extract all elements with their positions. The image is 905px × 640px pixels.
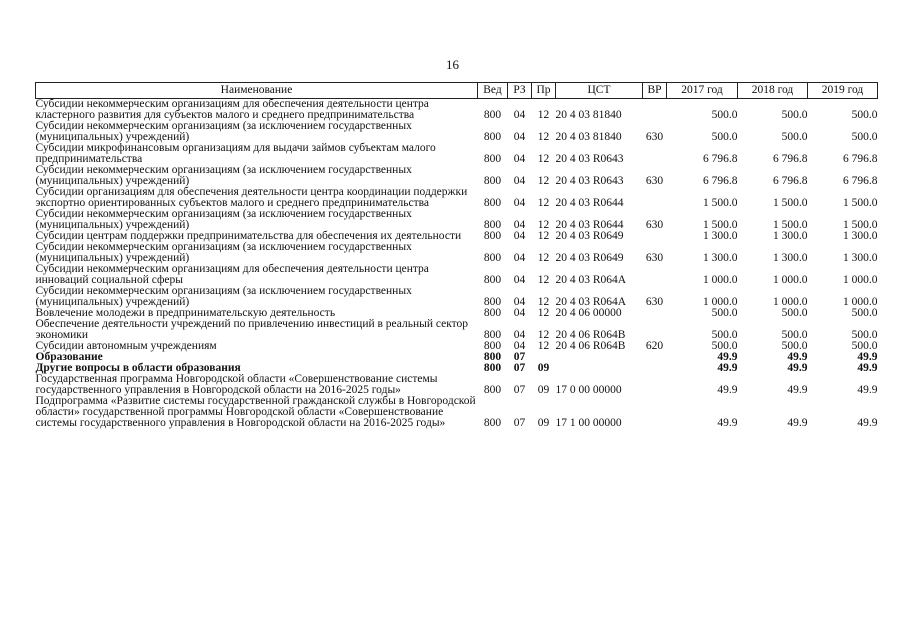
row-vr (643, 99, 667, 122)
row-ved: 800 (483, 109, 502, 121)
row-cst: 20 4 03 R0649 (555, 230, 624, 242)
row-pr: 12 (537, 329, 550, 341)
row-value-2017: 1 500.0 (703, 219, 738, 231)
row-value-2019: 49.9 (857, 384, 878, 396)
row-value-2017: 500.0 (711, 340, 738, 352)
row-rz: 04 (513, 153, 526, 165)
row-ved: 800 (483, 274, 502, 286)
row-cst: 20 4 03 81840 (555, 109, 622, 121)
row-value-2019: 1 000.0 (843, 274, 878, 286)
row-cst: 17 0 00 00000 (555, 384, 622, 396)
row-value-2017: 500.0 (711, 109, 738, 121)
row-cst (556, 352, 643, 363)
row-value-2018: 1 300.0 (773, 230, 808, 242)
row-cst: 20 4 03 81840 (555, 131, 622, 143)
row-name: Вовлечение молодежи в предпринимательскую деятельность (35, 307, 336, 319)
row-value-2019: 1 300.0 (843, 230, 878, 242)
row-value-2018: 500.0 (781, 109, 808, 121)
row-value-2018: 500.0 (781, 307, 808, 319)
row-ved: 800 (483, 384, 502, 396)
row-ved: 800 (483, 175, 502, 187)
row-ved: 800 (483, 329, 502, 341)
row-pr: 09 (537, 384, 550, 396)
row-value-2018: 1 500.0 (773, 219, 808, 231)
row-rz: 07 (513, 384, 526, 396)
row-value-2017: 500.0 (711, 329, 738, 341)
row-pr: 12 (537, 175, 550, 187)
row-name: Образование (35, 351, 103, 363)
row-ved: 800 (483, 417, 502, 429)
col-header-ved: Вед (478, 83, 508, 99)
row-value-2017: 49.9 (717, 417, 738, 429)
table-row (36, 165, 878, 187)
row-value-2018: 49.9 (787, 417, 808, 429)
table-row (36, 209, 878, 231)
table-row (36, 319, 878, 341)
row-name: Субсидии некоммерческим организациям для обеспечения деятельности центра инноваций социальной сферы (35, 263, 429, 286)
row-pr: 09 (537, 417, 550, 429)
row-pr: 12 (537, 153, 550, 165)
row-rz: 07 (513, 351, 526, 363)
row-value-2018: 500.0 (781, 329, 808, 341)
row-rz: 04 (513, 296, 526, 308)
row-value-2017: 1 000.0 (703, 296, 738, 308)
row-pr: 12 (537, 307, 550, 319)
row-value-2018: 49.9 (787, 384, 808, 396)
row-cst: 20 4 06 00000 (555, 307, 622, 319)
row-cst: 17 1 00 00000 (555, 417, 622, 429)
row-cst: 20 4 03 R0649 (555, 252, 624, 264)
table-row (36, 242, 878, 264)
row-rz: 04 (513, 230, 526, 242)
row-ved: 800 (483, 296, 502, 308)
row-pr: 12 (537, 274, 550, 286)
row-rz: 04 (513, 252, 526, 264)
row-name: Обеспечение деятельности учреждений по привлечению инвестиций в реальный сектор экономики (35, 318, 469, 341)
row-value-2018: 500.0 (781, 340, 808, 352)
row-vr (643, 396, 667, 429)
col-header-2019: 2019 год (808, 83, 878, 99)
row-pr: 09 (537, 362, 550, 374)
row-name: Субсидии организациям для обеспечения деятельности центра координации поддержки экспортно ориентированных субъектов малого и среднего предпринимательства (35, 186, 468, 209)
col-header-vr: ВР (643, 83, 667, 99)
row-vr: 630 (645, 296, 664, 308)
table-row (36, 396, 878, 429)
table-row (36, 187, 878, 209)
col-header-2018: 2018 год (738, 83, 808, 99)
row-value-2019: 1 500.0 (843, 197, 878, 209)
row-value-2018: 49.9 (787, 362, 808, 374)
row-rz: 04 (513, 307, 526, 319)
table-row (36, 286, 878, 308)
row-value-2018: 6 796.8 (773, 153, 808, 165)
row-value-2017: 1 300.0 (703, 252, 738, 264)
row-value-2019: 1 000.0 (843, 296, 878, 308)
row-value-2019: 1 300.0 (843, 252, 878, 264)
row-value-2018: 49.9 (787, 351, 808, 363)
row-value-2017: 500.0 (711, 307, 738, 319)
row-ved: 800 (483, 307, 502, 319)
row-ved: 800 (483, 153, 502, 165)
col-header-cst: ЦСТ (556, 83, 643, 99)
row-name: Субсидии некоммерческим организациям для обеспечения деятельности центра кластерного развития для субъектов малого и среднего предпринимательства (35, 98, 429, 121)
row-value-2018: 1 500.0 (773, 197, 808, 209)
row-ved: 800 (483, 230, 502, 242)
row-value-2017: 6 796.8 (703, 175, 738, 187)
row-ved: 800 (483, 351, 502, 363)
table-row (36, 143, 878, 165)
row-ved: 800 (483, 219, 502, 231)
row-rz: 04 (513, 109, 526, 121)
row-pr: 12 (537, 252, 550, 264)
row-value-2019: 500.0 (851, 307, 878, 319)
row-value-2018: 6 796.8 (773, 175, 808, 187)
row-cst: 20 4 03 R0644 (555, 219, 624, 231)
col-header-name: Наименование (36, 83, 478, 99)
row-pr: 12 (537, 197, 550, 209)
row-value-2019: 49.9 (857, 351, 878, 363)
row-pr: 12 (537, 340, 550, 352)
table-header-row (36, 83, 878, 99)
row-ved: 800 (483, 131, 502, 143)
page-number: 16 (446, 57, 459, 72)
row-value-2019: 6 796.8 (843, 175, 878, 187)
row-value-2019: 49.9 (857, 417, 878, 429)
row-pr: 12 (537, 109, 550, 121)
row-vr: 630 (645, 131, 664, 143)
row-value-2019: 500.0 (851, 109, 878, 121)
row-name: Подпрограмма «Развитие системы государственной гражданской службы в Новгородской области» государственной программы Новгородской области «Совершенствование системы государственного управления в Новгородской области на 2016-2025 годы» (35, 395, 476, 429)
row-cst: 20 4 03 R064A (555, 296, 627, 308)
row-pr: 12 (537, 230, 550, 242)
row-rz: 07 (513, 417, 526, 429)
row-value-2017: 500.0 (711, 131, 738, 143)
row-vr: 620 (645, 340, 664, 352)
row-name: Субсидии некоммерческим организациям (за исключением государственных (муниципальных) учреждений) (35, 241, 412, 264)
row-value-2019: 49.9 (857, 362, 878, 374)
row-value-2018: 500.0 (781, 131, 808, 143)
row-value-2019: 1 500.0 (843, 219, 878, 231)
row-name: Субсидии микрофинансовым организациям для выдачи займов субъектам малого предпринимательства (35, 142, 436, 165)
row-value-2017: 49.9 (717, 384, 738, 396)
row-value-2019: 500.0 (851, 329, 878, 341)
row-value-2017: 1 300.0 (703, 230, 738, 242)
row-vr (643, 308, 667, 319)
row-vr: 630 (645, 252, 664, 264)
table-row (36, 264, 878, 286)
row-cst (556, 363, 643, 374)
row-name: Субсидии центрам поддержки предпринимательства для обеспечения их деятельности (35, 230, 462, 242)
row-value-2017: 1 000.0 (703, 274, 738, 286)
row-value-2019: 500.0 (851, 131, 878, 143)
row-name: Субсидии некоммерческим организациям (за исключением государственных (муниципальных) учреждений) (35, 208, 412, 231)
row-vr (643, 363, 667, 374)
row-rz: 04 (513, 340, 526, 352)
row-rz: 04 (513, 175, 526, 187)
col-header-rz: РЗ (508, 83, 532, 99)
row-name: Государственная программа Новгородской области «Совершенствование системы государственного управления в Новгородской области на 2016-2025 годы» (35, 373, 438, 396)
row-pr: 12 (537, 131, 550, 143)
row-cst: 20 4 03 R0643 (555, 175, 624, 187)
row-value-2019: 500.0 (851, 340, 878, 352)
row-value-2017: 6 796.8 (703, 153, 738, 165)
row-value-2018: 1 300.0 (773, 252, 808, 264)
col-header-pr: Пр (532, 83, 556, 99)
row-value-2018: 1 000.0 (773, 296, 808, 308)
row-value-2017: 49.9 (717, 351, 738, 363)
row-rz: 07 (513, 362, 526, 374)
row-name: Субсидии некоммерческим организациям (за исключением государственных (муниципальных) учреждений) (35, 164, 412, 187)
row-ved: 800 (483, 362, 502, 374)
col-header-2017: 2017 год (667, 83, 738, 99)
row-cst: 20 4 03 R0643 (555, 153, 624, 165)
row-cst: 20 4 06 R064B (555, 340, 626, 352)
table-row (36, 99, 878, 122)
row-value-2018: 1 000.0 (773, 274, 808, 286)
row-vr: 630 (645, 219, 664, 231)
row-name: Другие вопросы в области образования (35, 362, 241, 374)
row-vr (643, 187, 667, 209)
table-row (36, 374, 878, 396)
row-vr (643, 374, 667, 396)
row-vr (643, 231, 667, 242)
row-pr: 12 (537, 219, 550, 231)
table-row (36, 121, 878, 143)
row-rz: 04 (513, 274, 526, 286)
row-value-2017: 1 500.0 (703, 197, 738, 209)
row-ved: 800 (483, 197, 502, 209)
table-row (36, 341, 878, 352)
row-ved: 800 (483, 340, 502, 352)
row-name: Субсидии некоммерческим организациям (за исключением государственных (муниципальных) учреждений) (35, 120, 412, 143)
row-vr (643, 143, 667, 165)
row-pr: 12 (537, 296, 550, 308)
row-vr (643, 352, 667, 363)
row-rz: 04 (513, 219, 526, 231)
row-cst: 20 4 06 R064B (555, 329, 626, 341)
row-vr (643, 319, 667, 341)
row-rz: 04 (513, 131, 526, 143)
budget-table (35, 82, 878, 429)
row-vr: 630 (645, 175, 664, 187)
row-name: Субсидии некоммерческим организациям (за исключением государственных (муниципальных) учреждений) (35, 285, 412, 308)
row-value-2019: 6 796.8 (843, 153, 878, 165)
row-rz: 04 (513, 329, 526, 341)
row-value-2017: 49.9 (717, 362, 738, 374)
row-name: Субсидии автономным учреждениям (35, 340, 217, 352)
row-vr (643, 264, 667, 286)
row-cst: 20 4 03 R064A (555, 274, 627, 286)
row-cst: 20 4 03 R0644 (555, 197, 624, 209)
row-rz: 04 (513, 197, 526, 209)
row-ved: 800 (483, 252, 502, 264)
